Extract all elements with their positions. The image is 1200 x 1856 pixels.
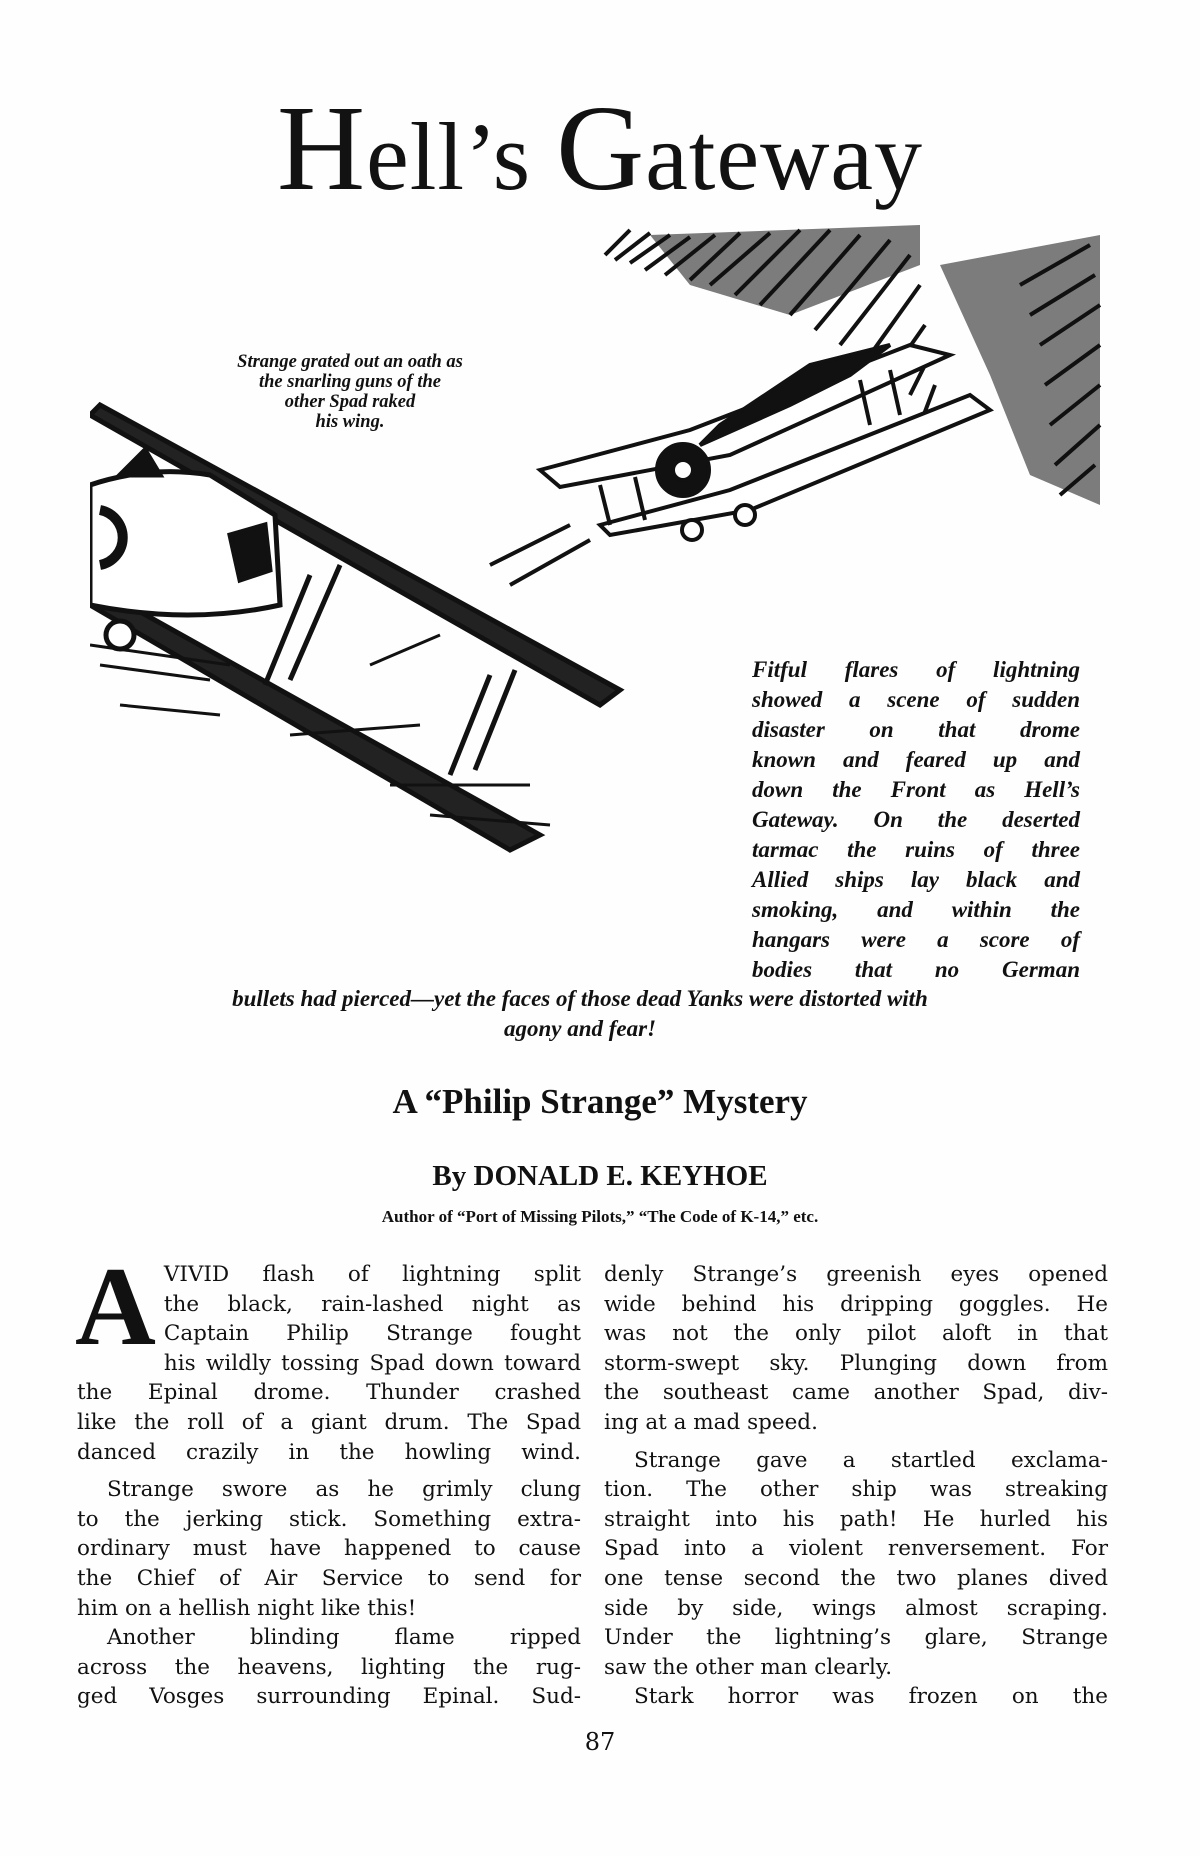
text-line: Another blinding flame ripped [107,1625,581,1651]
text-line: Stark horror was frozen on the [634,1684,1108,1710]
caption-line: bodies that no German [752,957,1080,982]
caption-line: disaster on that drome [752,717,1080,742]
text-line: him on a hellish night like this! [77,1595,417,1621]
text-line: ordinary must have happened to cause [77,1536,581,1562]
text-line: the southeast came another Spad, div- [604,1380,1108,1406]
caption-line: tarmac the ruins of three [752,837,1080,862]
caption-line: Fitful flares of lightning [752,657,1080,682]
caption-line: known and feared up and [752,747,1080,772]
text-line: wide behind his dripping goggles. He [604,1291,1108,1317]
text-line: saw the other man clearly. [604,1654,893,1680]
text-line: like the roll of a giant drum. The Spad [77,1409,581,1435]
caption-line: the snarling guns of the [259,372,441,392]
series-subtitle: A “Philip Strange” Mystery [392,1082,808,1121]
paragraph [604,1446,1108,1683]
title-part-2: ateway [645,103,924,210]
text-line: side by side, wings almost scraping. [604,1595,1108,1621]
paragraph [604,1682,1108,1712]
text-line: tion. The other ship was streaking [604,1477,1108,1503]
text-line: Strange swore as he grimly clung [107,1477,581,1503]
caption-line: showed a scene of sudden [752,687,1080,712]
title-initial-h: H [276,81,367,216]
paragraph [77,1623,581,1712]
caption-line: Gateway. On the deserted [752,807,1080,832]
text-line: straight into his path! He hurled his [604,1506,1108,1532]
text-line: the Epinal drome. Thunder crashed [77,1380,581,1406]
paragraph [604,1260,1108,1438]
caption-line: bullets had pierced—yet the faces of those dead Yanks were distorted with [232,986,928,1011]
text-line: the Chief of Air Service to send for [77,1565,581,1591]
text-line: VIVID flash of lightning split [163,1262,581,1287]
author-byline: By DONALD E. KEYHOE [432,1160,768,1192]
text-line: ged Vosges surrounding Epinal. Sud- [77,1684,581,1710]
author-credits: Author of “Port of Missing Pilots,” “The Code of K-14,” etc. [381,1207,819,1226]
paragraph [77,1475,581,1623]
text-line: Spad into a violent renversement. For [604,1536,1108,1562]
text-line: one tense second the two planes dived [604,1565,1108,1591]
body-column-right [604,1260,1108,1712]
caption-line: Allied ships lay black and [752,867,1080,892]
caption-line: his wing. [315,412,385,432]
body-column-left [75,1245,581,1712]
story-title [0,81,1200,216]
text-line: his wildly tossing Spad down toward [163,1350,581,1376]
text-line: to the jerking stick. Something extra- [77,1506,581,1532]
text-line: ing at a mad speed. [604,1409,818,1435]
caption-blurb-continuation [80,984,1080,1044]
caption-line: down the Front as Hell’s [752,777,1080,802]
text-line: denly Strange’s greenish eyes opened [604,1262,1108,1287]
caption-line: hangars were a score of [752,927,1080,952]
drop-cap: A [75,1245,156,1369]
caption-right-blurb [752,655,1080,985]
title-initial-g: G [556,81,646,216]
page-number: 87 [584,1728,616,1756]
text-line: the black, rain-lashed night as [163,1291,581,1317]
caption-line: other Spad raked [284,392,416,412]
text-line: Captain Philip Strange fought [163,1321,581,1347]
paragraph [75,1245,581,1467]
caption-line: smoking, and within the [752,897,1080,922]
caption-top-left [150,352,550,432]
text-line: was not the only pilot aloft in that [604,1321,1108,1347]
caption-line: agony and fear! [503,1016,657,1041]
text-line: storm-swept sky. Plunging down from [604,1350,1108,1376]
text-line: danced crazily in the howling wind. [77,1439,581,1465]
text-line: across the heavens, lighting the rug- [77,1654,581,1680]
text-line: Under the lightning’s glare, Strange [604,1625,1108,1651]
text-line: Strange gave a startled exclama- [634,1447,1108,1473]
caption-line: Strange grated out an oath as [237,352,463,372]
title-part-1: ell’s [366,103,557,210]
